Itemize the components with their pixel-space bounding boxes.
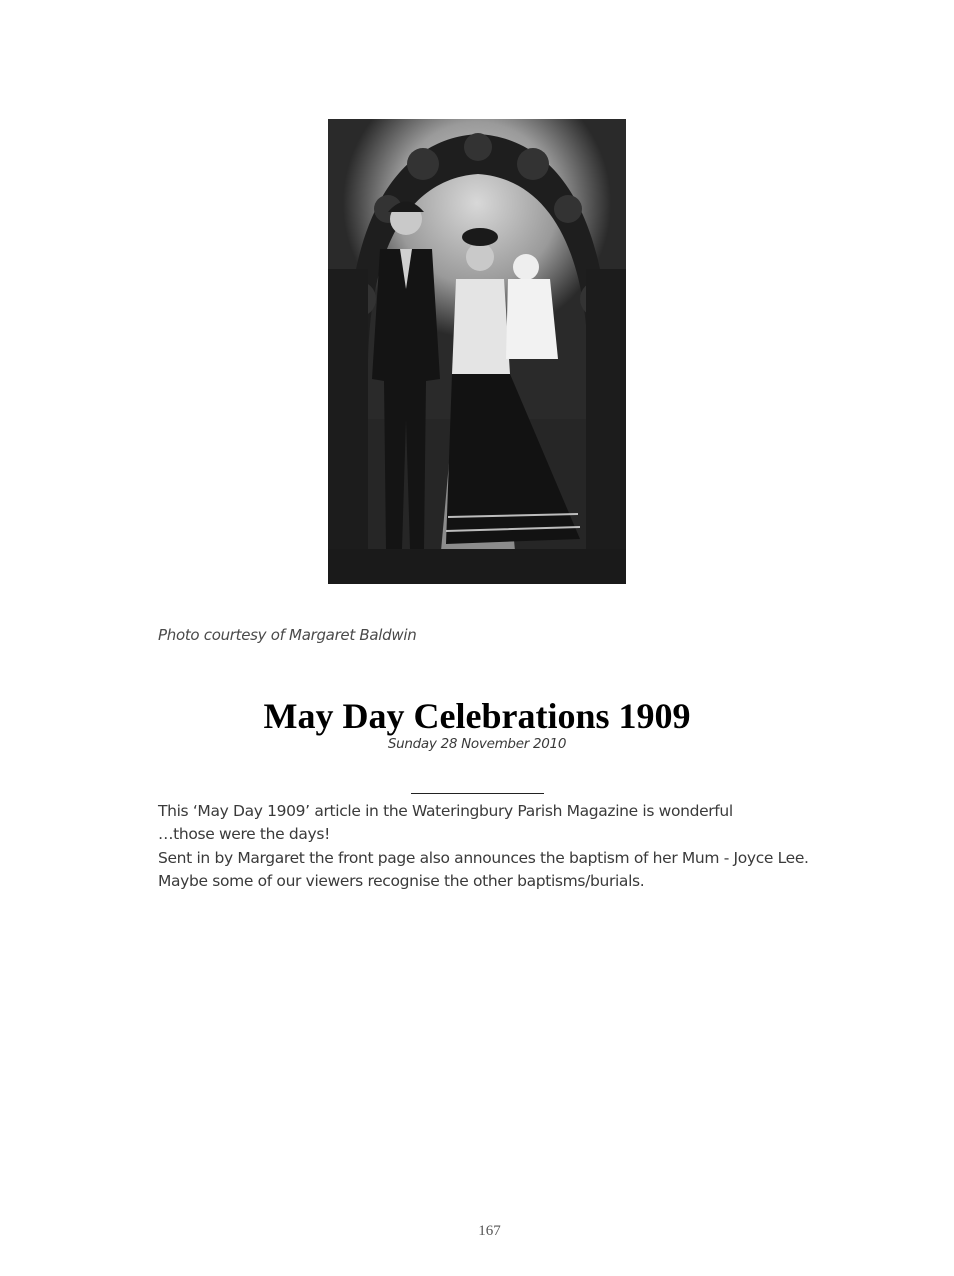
photo-caption: Photo courtesy of Margaret Baldwin [158,626,417,644]
article-date: Sunday 28 November 2010 [387,736,567,752]
family-photo [328,119,626,584]
article-paragraph: …those were the days! [158,825,330,844]
page-number: 167 [478,1223,501,1239]
article-body [158,800,838,893]
article-paragraph: This ‘May Day 1909’ article in the Wateringbury Parish Magazine is wonderful [158,802,733,820]
article-paragraph: Maybe some of our viewers recognise the other baptisms/burials. [158,871,645,890]
divider [411,793,544,794]
article-title: May Day Celebrations 1909 [263,696,691,736]
article-paragraph: Sent in by Margaret the front page also announces the baptism of her Mum - Joyce Lee. [158,848,809,867]
